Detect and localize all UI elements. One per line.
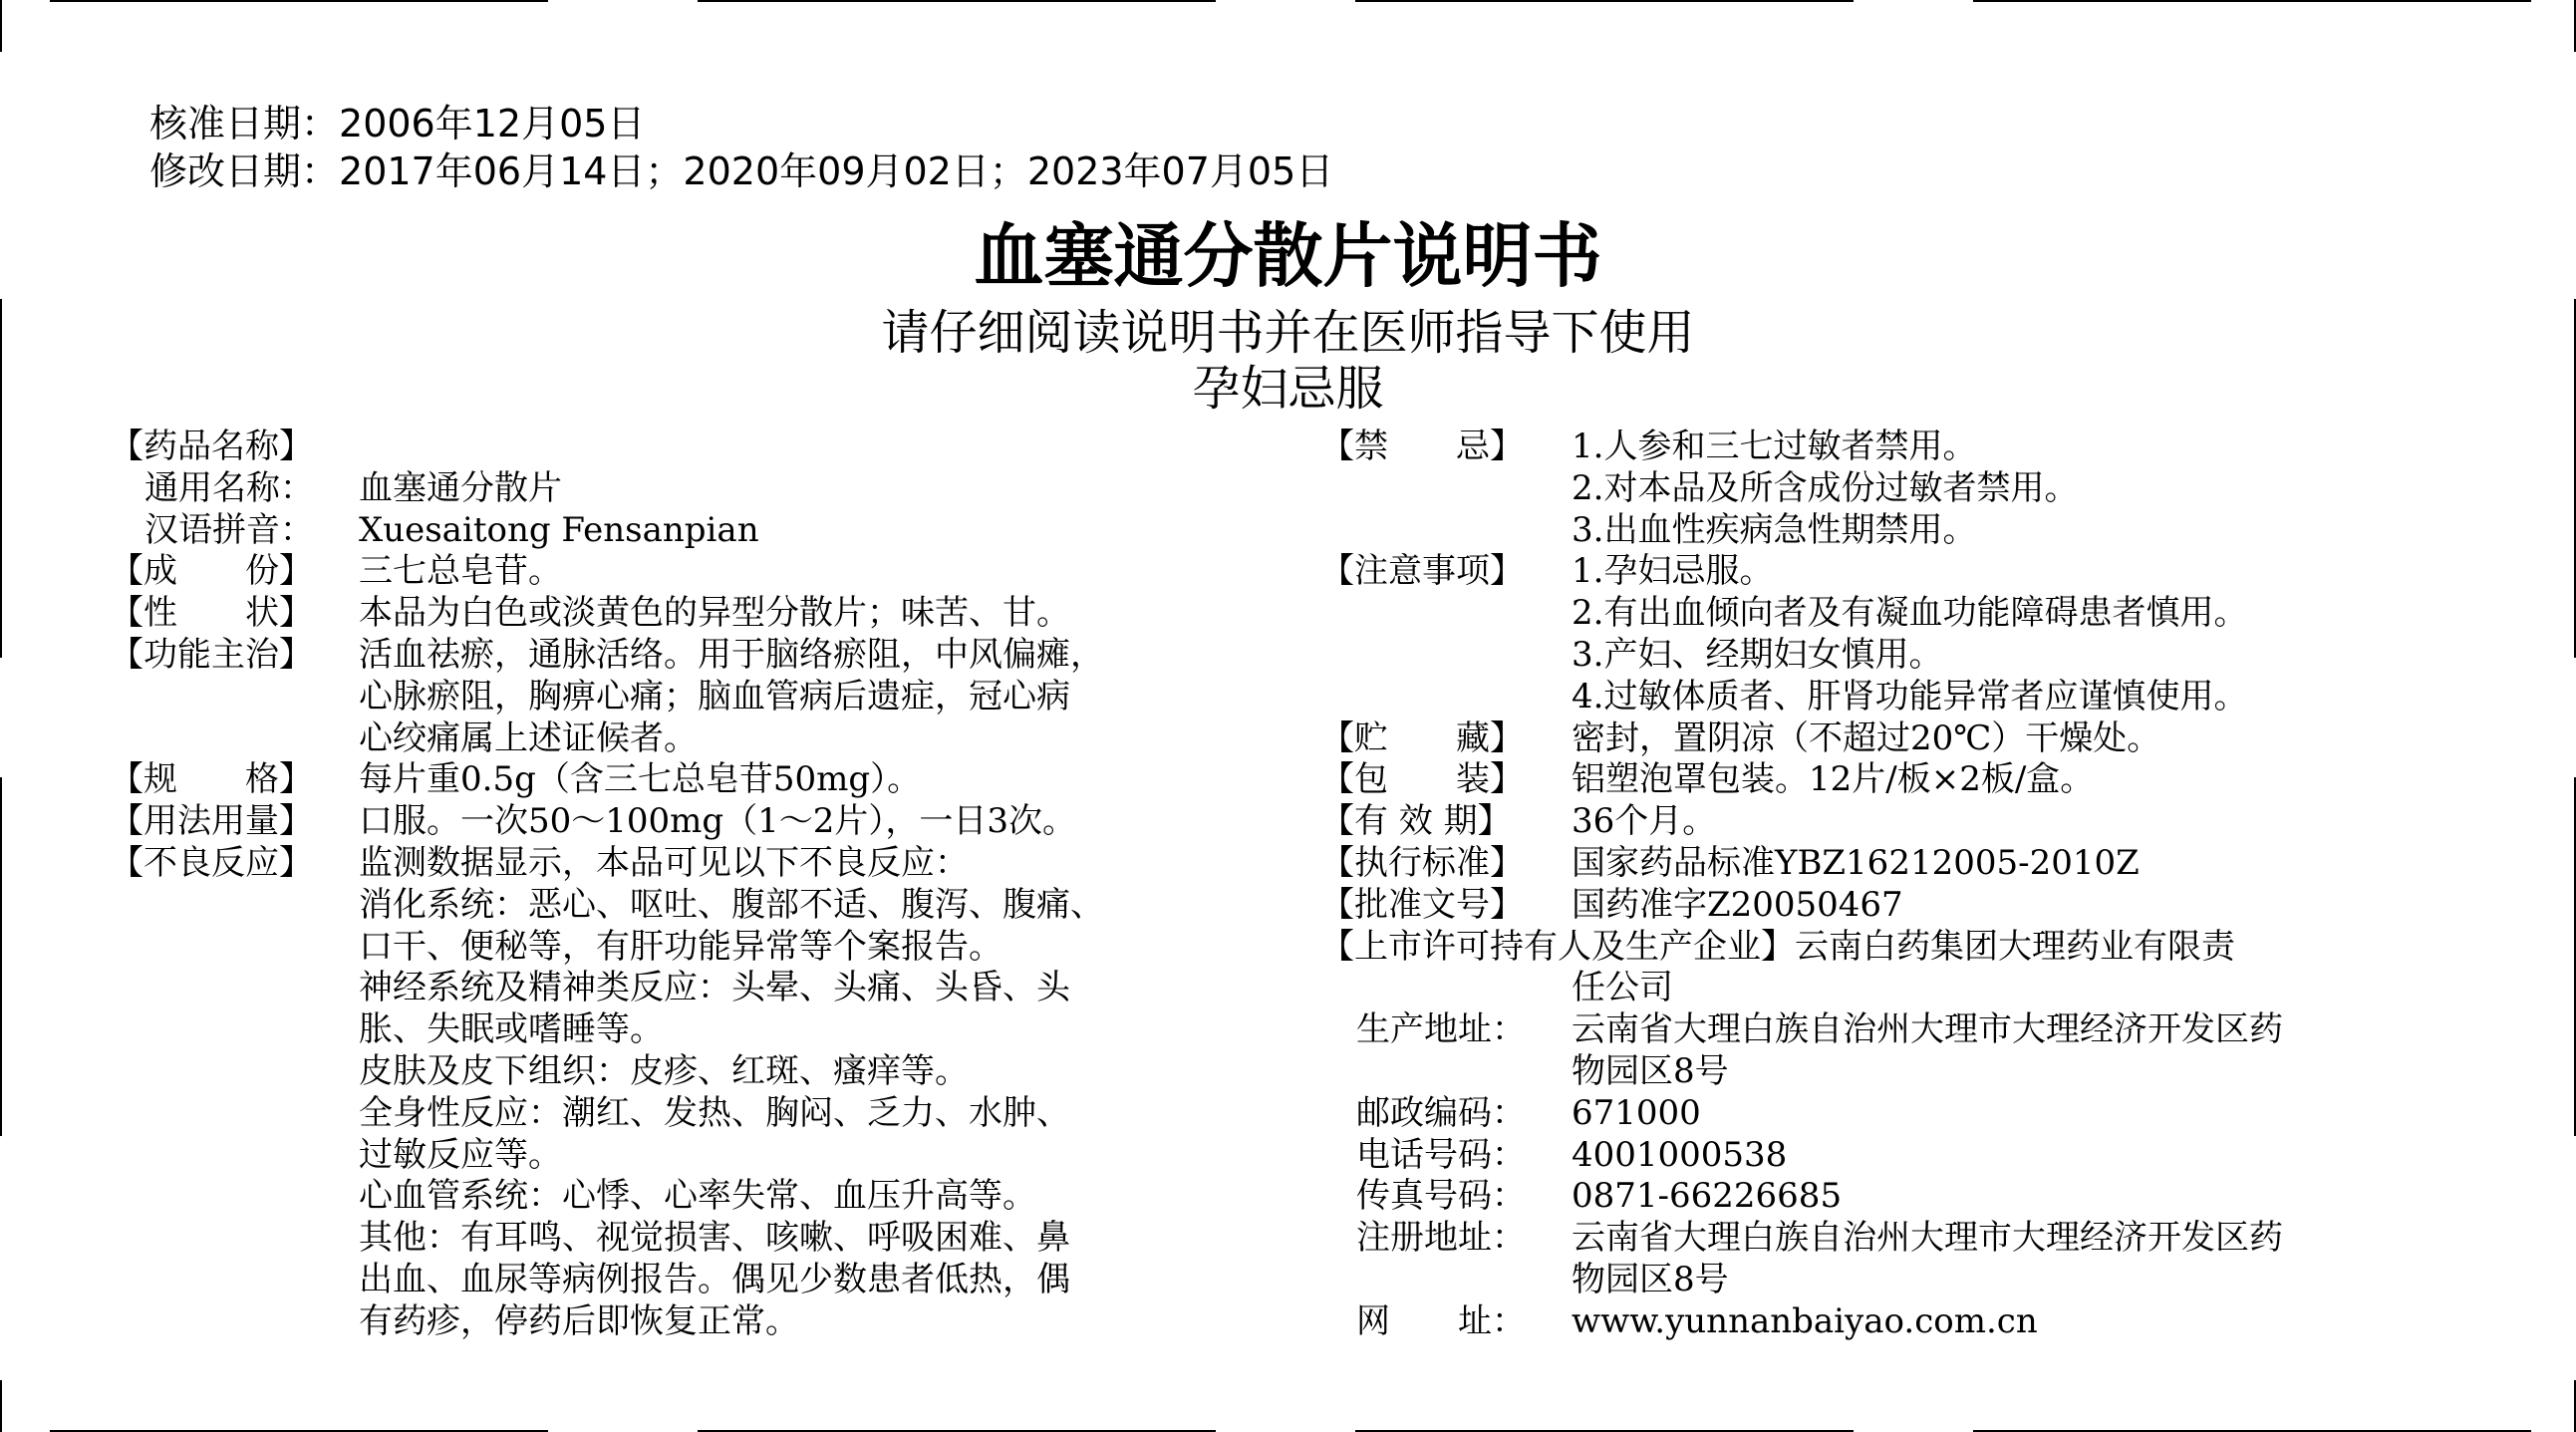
website-row: [1320, 1301, 2546, 1343]
precautions-label: 【注意事项】: [1320, 551, 1524, 592]
holder-label: 【上市许可持有人及生产企业】: [1320, 926, 1795, 967]
holder-value: 云南白药集团大理药业有限责: [1795, 926, 2235, 967]
crop-mark: [0, 777, 2, 1136]
date-block: [149, 100, 1333, 195]
approval-date-label: 核准日期：: [149, 102, 340, 145]
precaution-line: 1.孕妇忌服。: [1572, 551, 1774, 592]
pinyin-value: Xuesaitong Fensanpian: [359, 509, 759, 550]
adverse-line: 监测数据显示，本品可见以下不良反应：: [359, 842, 969, 883]
precaution-line: 3.产妇、经期妇女慎用。: [1572, 634, 1943, 675]
usage-row: [110, 801, 1286, 843]
production-address-line: 云南省大理白族自治州大理市大理经济开发区药: [1572, 1009, 2283, 1050]
crop-mark: [698, 0, 1216, 2]
ingredients-label: 【成 份】: [110, 551, 313, 592]
drug-name-heading: 【药品名称】: [110, 427, 313, 466]
adverse-line: 过敏反应等。: [359, 1134, 562, 1175]
phone-row: [1320, 1135, 2546, 1177]
spec-label: 【规 格】: [110, 759, 313, 800]
adverse-line: 消化系统：恶心、呕吐、腹部不适、腹泻、腹痛、: [359, 884, 1104, 925]
ingredients-value: 三七总皂苷。: [359, 551, 562, 592]
revision-date-label: 修改日期：: [149, 149, 340, 193]
crop-mark: [0, 0, 2, 52]
generic-name-value: 血塞通分散片: [359, 467, 562, 508]
crop-mark: [50, 0, 548, 2]
precaution-line: 2.有出血倾向者及有凝血功能障碍患者慎用。: [1572, 593, 2248, 634]
contraindications-row: [1320, 427, 2546, 551]
crop-mark: [1355, 0, 1854, 2]
registered-address-label: 注册地址：: [1356, 1218, 1526, 1259]
website-value: www.yunnanbaiyao.com.cn: [1572, 1300, 2038, 1341]
fax-label: 传真号码：: [1356, 1176, 1526, 1217]
precaution-line: 4.过敏体质者、肝肾功能异常者应谨慎使用。: [1572, 676, 2248, 716]
standard-value: 国家药品标准YBZ16212005-2010Z: [1572, 842, 2140, 883]
registered-address-row: [1320, 1218, 2546, 1301]
generic-name-row: [110, 468, 1286, 510]
contraindication-line: 1.人参和三七过敏者禁用。: [1572, 427, 1977, 466]
adverse-line: 有药疹，停药后即恢复正常。: [359, 1300, 799, 1341]
spec-value: 每片重0.5g（含三七总皂苷50mg）。: [359, 759, 922, 800]
precautions-row: [1320, 551, 2546, 717]
generic-name-label: 通用名称：: [144, 467, 314, 508]
adverse-line: 皮肤及皮下组织：皮疹、红斑、瘙痒等。: [359, 1050, 969, 1091]
adverse-line: 心血管系统：心悸、心率失常、血压升高等。: [359, 1176, 1036, 1217]
character-row: [110, 593, 1286, 635]
pinyin-row: [110, 510, 1286, 552]
adverse-line: 胀、失眠或嗜睡等。: [359, 1009, 664, 1050]
adverse-line: 其他：有耳鸣、视觉损害、咳嗽、呼吸困难、鼻: [359, 1218, 1070, 1259]
character-value: 本品为白色或淡黄色的异型分散片；味苦、甘。: [359, 593, 1070, 634]
pinyin-label: 汉语拼音：: [144, 509, 314, 550]
website-label: 网 址：: [1356, 1300, 1526, 1341]
crop-mark: [0, 1380, 2, 1432]
validity-value: 36个月。: [1572, 801, 1717, 842]
package-row: [1320, 759, 2546, 801]
adverse-line: 出血、血尿等病例报告。偶见少数患者低热，偶: [359, 1259, 1070, 1299]
adverse-label: 【不良反应】: [110, 842, 313, 883]
postcode-label: 邮政编码：: [1356, 1092, 1526, 1133]
revision-dates: 2017年06月14日；2020年09月02日；2023年07月05日: [339, 149, 1334, 193]
usage-label: 【用法用量】: [110, 801, 313, 842]
phone-value: 4001000538: [1572, 1134, 1788, 1175]
contraindication-line: 2.对本品及所含成份过敏者禁用。: [1572, 467, 2079, 508]
adverse-row: [110, 843, 1286, 1343]
phone-label: 电话号码：: [1356, 1134, 1526, 1175]
indications-label: 【功能主治】: [110, 634, 313, 675]
production-address-line: 物园区8号: [1572, 1050, 1729, 1091]
approval-number-value: 国药准字Z20050467: [1572, 884, 1903, 925]
usage-value: 口服。一次50～100mg（1～2片），一日3次。: [359, 801, 1077, 842]
validity-row: [1320, 801, 2546, 843]
validity-label: 【有 效 期】: [1320, 801, 1512, 842]
approval-date: 2006年12月05日: [339, 102, 646, 145]
production-address-label: 生产地址：: [1356, 1009, 1526, 1050]
indications-line: 心脉瘀阻，胸痹心痛；脑血管病后遗症，冠心病: [359, 676, 1070, 716]
character-label: 【性 状】: [110, 593, 313, 634]
approval-number-label: 【批准文号】: [1320, 884, 1524, 925]
right-column: [1320, 427, 2546, 1343]
revision-date-row: [149, 147, 1333, 195]
section-drug-name: [110, 427, 1286, 468]
crop-mark: [1973, 0, 2531, 2]
holder-line-2: 任公司: [1572, 968, 1673, 1008]
approval-date-row: [149, 100, 1333, 147]
production-address-row: [1320, 1009, 2546, 1093]
contraindication-line: 3.出血性疾病急性期禁用。: [1572, 509, 1977, 550]
adverse-line: 神经系统及精神类反应：头晕、头痛、头昏、头: [359, 968, 1070, 1008]
fax-row: [1320, 1176, 2546, 1218]
postcode-value: 671000: [1572, 1092, 1701, 1133]
postcode-row: [1320, 1093, 2546, 1135]
standard-label: 【执行标准】: [1320, 842, 1524, 883]
package-label: 【包 装】: [1320, 759, 1524, 800]
indications-line: 心绞痛属上述证候者。: [359, 717, 698, 758]
indications-row: [110, 635, 1286, 759]
holder-row: [1320, 927, 2546, 1010]
document-title: 血塞通分散片说明书: [974, 214, 1602, 297]
approval-number-row: [1320, 885, 2546, 927]
storage-row: [1320, 718, 2546, 760]
indications-line: 活血祛瘀，通脉活络。用于脑络瘀阻，中风偏瘫，: [359, 634, 1104, 675]
adverse-line: 全身性反应：潮红、发热、胸闷、乏力、水肿、: [359, 1092, 1070, 1133]
registered-address-line: 物园区8号: [1572, 1259, 1729, 1299]
storage-label: 【贮 藏】: [1320, 717, 1524, 758]
pregnancy-warning: 孕妇忌服: [1192, 361, 1384, 417]
left-column: [110, 427, 1286, 1343]
usage-notice: 请仔细阅读说明书并在医师指导下使用: [881, 305, 1695, 361]
contraindications-label: 【禁 忌】: [1320, 427, 1524, 466]
fax-value: 0871-66226685: [1572, 1176, 1843, 1217]
spec-row: [110, 759, 1286, 801]
adverse-line: 口干、便秘等，有肝功能异常等个案报告。: [359, 926, 1002, 967]
package-value: 铝塑泡罩包装。12片/板×2板/盒。: [1572, 759, 2095, 800]
holder-line: [1320, 927, 2546, 969]
standard-row: [1320, 843, 2546, 885]
storage-value: 密封，置阴凉（不超过20℃）干燥处。: [1572, 717, 2161, 758]
registered-address-line: 云南省大理白族自治州大理市大理经济开发区药: [1572, 1218, 2283, 1259]
ingredients-row: [110, 551, 1286, 593]
